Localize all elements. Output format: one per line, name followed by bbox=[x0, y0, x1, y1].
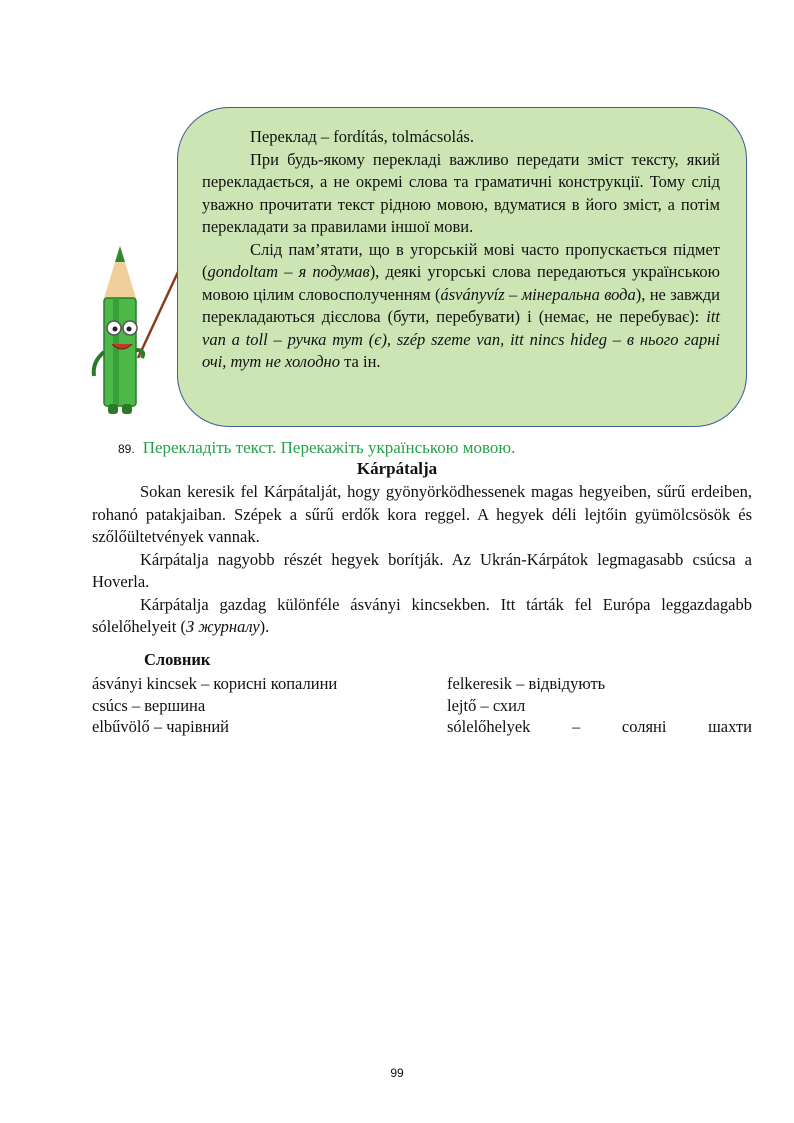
rule-text: Слід пам’ятати, що в угорській мові часто пропускається підмет ( bbox=[202, 239, 720, 281]
vocabulary-entry: lejtő – схил bbox=[447, 695, 526, 715]
text-source: З журналу bbox=[185, 617, 260, 636]
vocabulary-right-column bbox=[447, 673, 752, 738]
text-span: Kárpátalja gazdag különféle ásványi kincsekben. Itt tárták fel Európa leggazdagabb sólelőhelyeit ( bbox=[92, 594, 752, 636]
text-paragraph-1: Sokan keresik fel Kárpátalját, hogy gyönyörködhessenek magas hegyeiben, sűrű erdeiben, rohanó patakjaiban. Szépek a sűrű erdők kora reggel. A hegyek déli lejtőin gyümölcsösök és szőlőültetvények vannak. bbox=[92, 482, 752, 546]
text-title: Kárpátalja bbox=[356, 459, 438, 478]
vocabulary-entry: ásványi kincsek – корисні копалини bbox=[92, 674, 338, 693]
vocabulary-entry: elbűvölő – чарівний bbox=[92, 717, 229, 736]
pencil-teacher-illustration bbox=[86, 240, 186, 420]
vocabulary-left-column bbox=[92, 673, 337, 738]
rule-example: ásványvíz – мінеральна вода bbox=[440, 284, 636, 304]
exercise-task bbox=[118, 438, 758, 458]
rule-example: gondoltam – я подумав bbox=[207, 262, 370, 281]
text-span: ). bbox=[259, 617, 270, 636]
text-paragraph-3 bbox=[92, 594, 752, 639]
rule-paragraph-3 bbox=[202, 239, 720, 374]
rule-paragraph-1: Переклад – fordítás, tolmácsolás. bbox=[250, 127, 474, 146]
vocabulary-term: sólelőhelyek bbox=[447, 717, 531, 736]
vocabulary-heading: Словник bbox=[144, 650, 211, 669]
vocabulary-translation: соляні bbox=[621, 717, 667, 736]
rule-text: та ін. bbox=[340, 352, 381, 371]
vocabulary-entry: csúcs – вершина bbox=[92, 695, 206, 715]
exercise-number: 89. bbox=[118, 442, 135, 456]
vocabulary-entry: felkeresik – відвідують bbox=[447, 674, 606, 693]
rule-text: ), не завжди перекладаються дієслова (бути, перебувати) і (немає, не перебуває): bbox=[202, 284, 720, 326]
pointer-stick bbox=[138, 272, 178, 358]
text-paragraph-2: Kárpátalja nagyobb részét hegyek borítják. Az Ukrán-Kárpátok legmagasabb csúcsa a Hoverla. bbox=[92, 549, 752, 591]
rule-text: ), деякі угорські слова передаються українською мовою цілим словосполученням ( bbox=[202, 262, 720, 304]
reading-text bbox=[92, 481, 752, 639]
page-number: 99 bbox=[390, 1066, 404, 1080]
vocabulary-dash: – bbox=[572, 717, 581, 736]
exercise-instruction: Перекладіть текст. Перекажіть українською мовою. bbox=[142, 438, 516, 457]
rule-paragraph-2: При будь-якому перекладі важливо передати зміст тексту, який перекладається, а не окремі слова та граматичні конструкції. Тому слід уважно прочитати текст рідною мовою, вдуматися в його зміст, а потім перекладати за правилами іншої мови. bbox=[202, 149, 720, 236]
rule-example: itt van a toll – ручка тут (є), szép szeme van, itt nincs hideg – в нього гарні очі, тут не холодно bbox=[202, 307, 720, 371]
vocabulary-translation: шахти bbox=[708, 717, 752, 736]
rule-box bbox=[177, 107, 747, 427]
vocabulary-entry bbox=[447, 716, 752, 738]
pencil-body bbox=[104, 298, 136, 406]
